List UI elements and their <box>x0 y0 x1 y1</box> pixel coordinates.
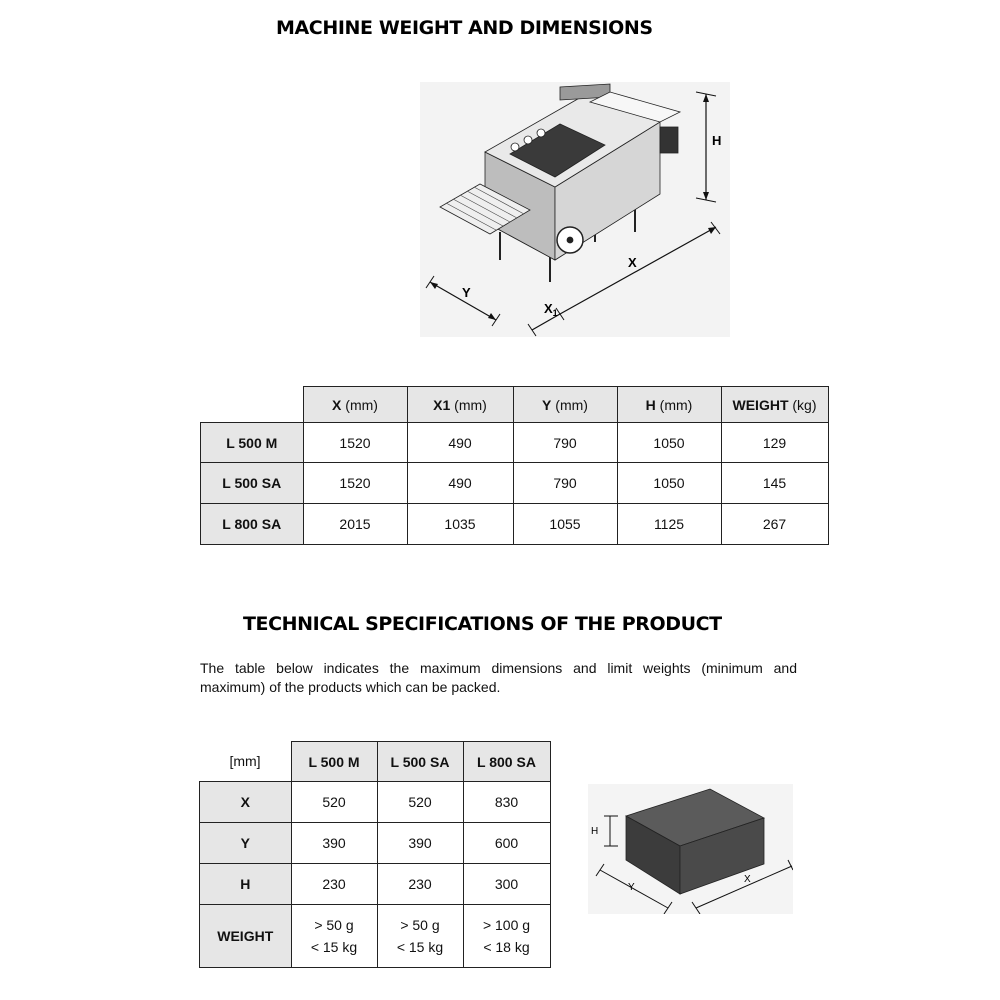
table-cell: 129 <box>721 423 828 463</box>
box-label-x: X <box>744 874 751 885</box>
table-cell <box>463 905 550 968</box>
table-cell: 520 <box>377 782 463 823</box>
table-cell: 390 <box>377 823 463 864</box>
dimension-label-h: H <box>712 133 722 148</box>
table-row <box>200 782 551 823</box>
table-cell: 520 <box>291 782 377 823</box>
box-label-y: Y <box>628 882 635 893</box>
table-cell: 1055 <box>513 504 617 545</box>
table-cell: 490 <box>407 463 513 504</box>
table-cell: 1125 <box>617 504 721 545</box>
table-cell: 145 <box>721 463 828 504</box>
row-label-y: Y <box>200 823 292 864</box>
table-cell: 267 <box>721 504 828 545</box>
weight-max: < 15 kg <box>310 939 358 955</box>
machine-dimension-diagram <box>420 82 730 337</box>
col-header-l500m: L 500 M <box>291 742 377 782</box>
col-header-h: H (mm) <box>617 387 721 423</box>
specs-description <box>200 659 797 697</box>
table-cell: 1035 <box>407 504 513 545</box>
weight-min: > 50 g <box>400 917 440 933</box>
table-cell: 390 <box>291 823 377 864</box>
unit-label: [mm] <box>229 753 261 770</box>
table-row <box>201 504 829 545</box>
col-header-l500sa: L 500 SA <box>377 742 463 782</box>
row-label-h: H <box>200 864 292 905</box>
weight-min: > 100 g <box>482 917 531 933</box>
table-row <box>201 423 829 463</box>
table-cell <box>291 905 377 968</box>
table-cell: 830 <box>463 782 550 823</box>
box-label-h: H <box>591 826 599 837</box>
section-title-technical-specs: TECHNICAL SPECIFICATIONS OF THE PRODUCT <box>243 613 722 635</box>
col-header-x1: X1 (mm) <box>407 387 513 423</box>
table-cell: 490 <box>407 423 513 463</box>
row-label-x: X <box>200 782 292 823</box>
table-cell: 1050 <box>617 463 721 504</box>
row-model-label: L 500 SA <box>201 463 304 504</box>
table-row <box>200 864 551 905</box>
table-row <box>201 463 829 504</box>
table-cell: 600 <box>463 823 550 864</box>
dimension-label-x: X <box>628 255 637 270</box>
table-row <box>200 905 551 968</box>
table-cell: 300 <box>463 864 550 905</box>
machine-dimensions-table <box>200 386 829 545</box>
row-model-label: L 500 M <box>201 423 304 463</box>
col-header-l800sa: L 800 SA <box>463 742 550 782</box>
table-cell: 230 <box>291 864 377 905</box>
table-cell: 790 <box>513 423 617 463</box>
product-specs-table <box>199 741 551 968</box>
weight-max: < 18 kg <box>483 939 530 955</box>
weight-max: < 15 kg <box>396 939 444 955</box>
specs-description-line-1: The table below indicates the maximum dimensions and limit weights (minimum and <box>200 660 797 676</box>
table-cell: 790 <box>513 463 617 504</box>
table-cell: 1520 <box>303 423 407 463</box>
row-label-weight: WEIGHT <box>200 905 292 968</box>
dimension-label-x1: $X_1$ <box>544 301 558 318</box>
col-header-y: Y (mm) <box>513 387 617 423</box>
table-row <box>200 823 551 864</box>
table-cell: 230 <box>377 864 463 905</box>
table-cell: 1520 <box>303 463 407 504</box>
row-model-label: L 800 SA <box>201 504 304 545</box>
dimension-label-y: Y <box>462 285 471 300</box>
table-cell <box>377 905 463 968</box>
specs-description-line-2: maximum) of the products which can be packed. <box>200 679 501 695</box>
corner-cell <box>201 387 304 423</box>
weight-min: > 50 g <box>314 917 354 933</box>
col-header-weight: WEIGHT (kg) <box>721 387 828 423</box>
table-cell: 1050 <box>617 423 721 463</box>
table-cell: 2015 <box>303 504 407 545</box>
section-title-machine-dimensions: MACHINE WEIGHT AND DIMENSIONS <box>276 17 653 39</box>
product-box-diagram <box>588 784 793 914</box>
col-header-x: X (mm) <box>303 387 407 423</box>
